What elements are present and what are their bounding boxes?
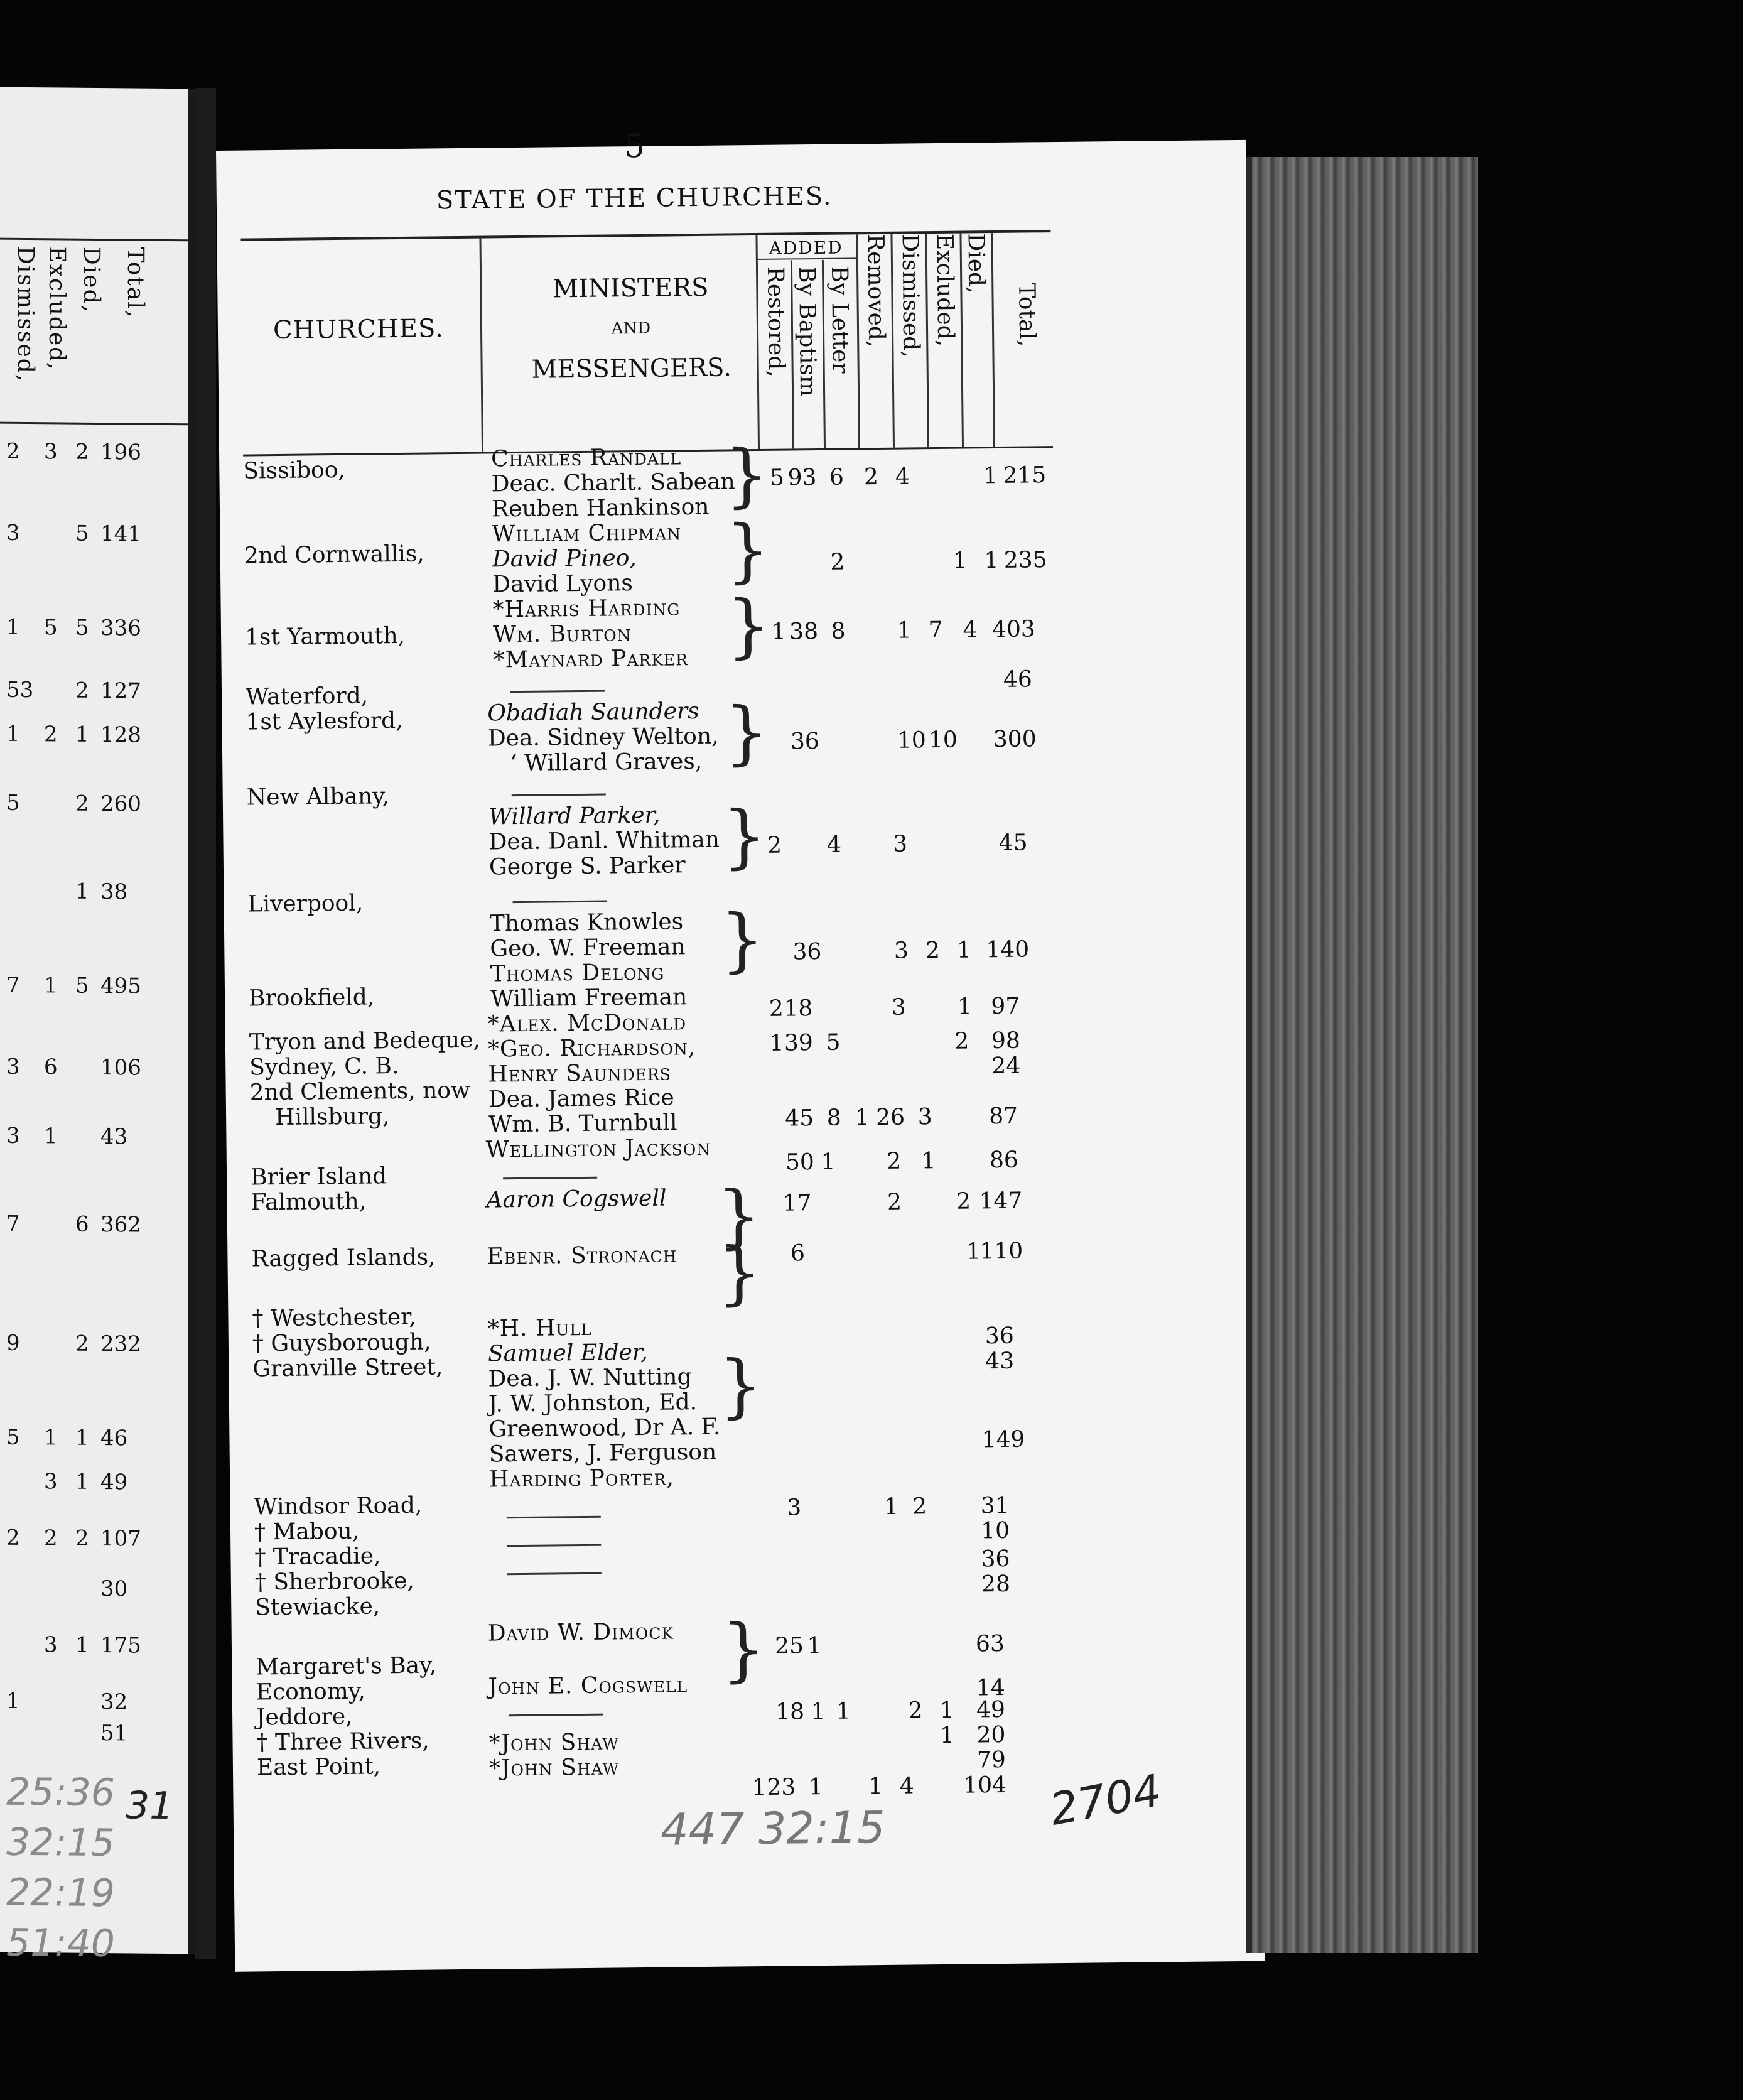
cell-excluded: 1: [939, 1722, 955, 1749]
header-churches: CHURCHES.: [273, 314, 444, 345]
previous-page-cell: 128: [100, 722, 141, 748]
church-name: Hillsburg,: [274, 1103, 390, 1131]
cell-died: 1: [983, 462, 998, 489]
minister-name: Henry Saunders: [488, 1059, 672, 1088]
cell-excluded: 10: [928, 727, 958, 754]
separator-rule: [512, 794, 606, 797]
header-divider: [479, 239, 483, 452]
minister-name: John E. Cogswell: [488, 1672, 688, 1700]
minister-name: Geo. W. Freeman: [490, 934, 686, 962]
cell-removed: 2: [887, 1148, 902, 1174]
church-name: Sydney, C. B.: [249, 1053, 399, 1081]
table-header: [240, 230, 1053, 456]
cell-total: 403: [991, 616, 1035, 643]
church-name: Liverpool,: [247, 890, 364, 917]
previous-page-cell: 3: [6, 1123, 20, 1149]
header-died: Died,: [963, 233, 990, 294]
cell-letter: 1: [821, 1149, 836, 1175]
cell-restored: 2: [769, 995, 784, 1022]
handwritten-grand-total: 2704: [1045, 1764, 1165, 1836]
previous-page-cell: 495: [100, 973, 141, 999]
church-name: Brookfield,: [248, 984, 375, 1012]
brace: }: [726, 585, 771, 666]
minister-name: Obadiah Saunders: [487, 698, 699, 727]
cell-dismissed: 1: [921, 1148, 936, 1174]
previous-page-cell: 2: [75, 791, 89, 816]
minister-name: Willard Parker,: [488, 802, 661, 830]
lp-header-died: Died,: [78, 246, 104, 314]
minister-name: *Maynard Parker: [493, 645, 689, 673]
cell-total: 98: [991, 1027, 1021, 1054]
minister-name: Samuel Elder,: [487, 1339, 648, 1367]
church-name: Falmouth,: [251, 1188, 367, 1216]
minister-name: Sawers, J. Ferguson: [488, 1439, 717, 1468]
minister-name: Ebenr. Stronach: [487, 1242, 677, 1270]
header-divider: [856, 234, 860, 448]
church-name: † Tracadie,: [254, 1543, 381, 1571]
previous-page-cell: 2: [44, 1525, 58, 1551]
cell-baptism: 39: [784, 1030, 814, 1056]
cell-letter: 8: [831, 618, 846, 644]
cell-baptism: 36: [790, 728, 820, 755]
minister-name: David W. Dimock: [487, 1618, 674, 1647]
cell-died: 1: [966, 1238, 981, 1265]
previous-page-cell: 336: [100, 615, 141, 641]
cell-total: 149: [981, 1426, 1025, 1453]
previous-page: [0, 87, 197, 1966]
cell-baptism: 23: [767, 1774, 796, 1800]
church-name: Stewiacke,: [255, 1593, 380, 1621]
cell-total: 24: [991, 1053, 1021, 1080]
brace: }: [717, 1232, 762, 1313]
previous-page-cell: 1: [75, 722, 89, 747]
minister-name: *Harris Harding: [492, 595, 681, 623]
previous-page-cell: 3: [44, 439, 58, 465]
cell-baptism: 6: [790, 1240, 806, 1267]
church-name: Tryon and Bedeque,: [249, 1027, 481, 1056]
cell-removed: 1: [868, 1773, 883, 1800]
previous-page-cell: 2: [75, 1525, 89, 1551]
church-name: Granville Street,: [252, 1354, 443, 1382]
church-name: Ragged Islands,: [251, 1244, 436, 1272]
cell-letter: 6: [829, 464, 845, 490]
cell-baptism: 45: [785, 1105, 814, 1132]
previous-page-row: [0, 721, 188, 748]
previous-page-cell: 7: [6, 972, 20, 998]
minister-name: David Lyons: [492, 570, 634, 598]
minister-name: Dea. James Rice: [488, 1085, 674, 1113]
previous-page-cell: 5: [6, 1424, 20, 1450]
cell-letter: 5: [826, 1029, 841, 1056]
cell-excluded: 1: [939, 1697, 954, 1724]
minister-name: Wellington Jackson: [485, 1134, 711, 1163]
brace: }: [721, 1608, 766, 1690]
church-name: 2nd Cornwallis,: [244, 541, 424, 569]
minister-name: Reuben Hankinson: [491, 494, 710, 522]
separator-rule: [513, 901, 607, 904]
cell-baptism: 50: [785, 1149, 815, 1176]
cell-restored-2: 1: [855, 1105, 870, 1131]
previous-page-cell: 5: [6, 790, 20, 816]
previous-page-cell: 2: [75, 678, 89, 703]
minister-name: J. W. Johnston, Ed.: [488, 1389, 698, 1417]
header-removed: Removed,: [862, 234, 890, 348]
church-name: 2nd Clements, now: [249, 1077, 470, 1106]
cell-dismissed: 10: [897, 727, 927, 754]
brace: }: [720, 899, 765, 980]
header-by-baptism: By Baptism: [793, 266, 821, 398]
previous-page-cell: 260: [100, 791, 141, 817]
previous-page-cell: 232: [100, 1331, 141, 1357]
minister-name: Dea. Sidney Welton,: [487, 723, 719, 752]
header-divider: [925, 234, 929, 447]
cell-baptism: 38: [789, 619, 819, 645]
minister-name: Charles Randall: [490, 444, 682, 472]
cell-excluded: 7: [928, 617, 943, 644]
cell-baptism: 25: [774, 1633, 804, 1659]
church-name: † Guysborough,: [252, 1329, 431, 1357]
page-title: STATE OF THE CHURCHES.: [436, 181, 833, 215]
church-name: Economy,: [256, 1678, 366, 1706]
cell-total: 20: [976, 1721, 1006, 1748]
cell-total: 28: [981, 1571, 1011, 1598]
previous-page-row: [0, 1424, 188, 1451]
separator-rule: [507, 1544, 601, 1547]
previous-page-cell: 46: [100, 1426, 128, 1451]
header-excluded: Excluded,: [931, 233, 959, 347]
previous-page-cell: 5: [44, 615, 58, 641]
previous-page-cell: 362: [100, 1212, 141, 1238]
church-name: Windsor Road,: [254, 1492, 423, 1520]
previous-page-row: [0, 1330, 188, 1357]
previous-page-cell: 141: [100, 521, 141, 547]
church-name: East Point,: [256, 1753, 381, 1781]
church-name: New Albany,: [246, 783, 390, 811]
cell-removed: 2: [863, 463, 879, 490]
cell-total: 14: [976, 1674, 1005, 1701]
cell-total: 235: [1003, 547, 1047, 573]
previous-page-cell: 2: [75, 439, 89, 465]
previous-page-cell: 1: [6, 721, 20, 747]
church-name: Brier Island: [250, 1163, 387, 1191]
previous-page-cell: 43: [100, 1124, 128, 1150]
cell-baptism: 93: [787, 465, 817, 491]
cell-total: 300: [993, 726, 1037, 753]
church-name: † Mabou,: [254, 1518, 360, 1545]
cell-baptism: 36: [792, 938, 822, 965]
previous-page-cell: 38: [100, 879, 128, 905]
minister-name: George S. Parker: [488, 852, 686, 880]
previous-page-cell: 5: [75, 615, 89, 641]
previous-page-cell: 2: [6, 1525, 20, 1551]
previous-page-cell: 49: [100, 1469, 128, 1495]
cell-restored: 5: [769, 465, 785, 491]
brace: }: [718, 1345, 764, 1426]
cell-total: 79: [976, 1746, 1006, 1773]
cell-dismissed: 2: [908, 1697, 923, 1724]
cell-total: 86: [989, 1147, 1019, 1174]
cell-total: 36: [981, 1545, 1010, 1572]
cell-total: 97: [991, 993, 1020, 1020]
cell-total: 63: [975, 1630, 1005, 1657]
cell-total: 140: [986, 936, 1030, 963]
cell-letter: 1: [808, 1774, 824, 1800]
brace: }: [724, 691, 769, 773]
cell-total: 104: [963, 1772, 1007, 1799]
cell-baptism: 18: [775, 1699, 805, 1725]
minister-name: *Geo. Richardson,: [487, 1034, 696, 1063]
header-divider: [890, 234, 895, 448]
previous-page-cell: 53: [6, 677, 34, 703]
lp-header-total: Total,: [122, 247, 148, 319]
church-name: Waterford,: [245, 683, 369, 710]
cell-removed: 3: [893, 938, 909, 964]
church-name: 1st Yarmouth,: [244, 622, 406, 651]
lp-handwriting-5: 31: [126, 1783, 174, 1829]
brace: }: [721, 795, 767, 877]
minister-name: Wm. B. Turnbull: [488, 1110, 677, 1138]
cell-total: 147: [979, 1188, 1023, 1215]
cell-excluded: 2: [954, 1028, 969, 1054]
minister-name: Harding Porter,: [488, 1464, 675, 1493]
cell-total: 215: [1003, 462, 1047, 489]
previous-page-cell: 127: [100, 678, 141, 704]
previous-page-cell: 6: [44, 1054, 58, 1080]
previous-page-cell: 1: [75, 1632, 89, 1658]
minister-name: *Alex. McDonald: [487, 1009, 687, 1037]
previous-page-row: [0, 1211, 188, 1238]
minister-name: ‘ Willard Graves,: [510, 748, 703, 777]
cell-total: 46: [1003, 666, 1033, 693]
previous-page-cell: 1: [44, 973, 58, 999]
cell-letter: 4: [826, 831, 842, 858]
minister-name: William Freeman: [490, 984, 688, 1012]
cell-baptism: 3: [787, 1495, 802, 1521]
church-name: Jeddore,: [256, 1703, 353, 1731]
separator-rule: [509, 1714, 603, 1717]
cell-total: 43: [985, 1348, 1015, 1375]
cell-restored: 1: [771, 619, 786, 645]
minister-name: Wm. Burton: [492, 620, 632, 648]
brace: }: [725, 509, 770, 591]
header-divider: [755, 235, 760, 449]
header-ministers-line3: MESSENGERS.: [531, 353, 732, 384]
previous-page-row: [0, 879, 188, 905]
header-dismissed: Dismissed,: [897, 234, 924, 358]
previous-page-row: [0, 1632, 188, 1659]
lp-handwriting-1: 25:36: [6, 1770, 115, 1816]
previous-page-cell: 3: [44, 1469, 58, 1495]
cell-died: 2: [956, 1188, 971, 1215]
previous-page-cell: 30: [100, 1576, 128, 1602]
previous-page-cell: 9: [6, 1330, 20, 1356]
previous-page-cell: 175: [100, 1633, 141, 1659]
cell-removed: 2: [887, 1189, 902, 1215]
previous-page-cell: 1: [75, 1425, 89, 1451]
book-page-edges: [1246, 157, 1478, 1953]
cell-letter: 1: [807, 1633, 822, 1659]
minister-name: *John Shaw: [488, 1754, 620, 1782]
previous-page-cell: 32: [100, 1689, 128, 1715]
handwritten-sum: 447 32:15: [660, 1801, 886, 1856]
previous-page-cell: 1: [6, 1688, 20, 1714]
minister-name: Aaron Cogswell: [486, 1185, 667, 1213]
cell-removed: 1: [884, 1493, 899, 1520]
cell-dismissed: 4: [899, 1773, 914, 1799]
header-added: ADDED: [756, 237, 856, 260]
previous-page-row: [0, 790, 188, 817]
previous-page-cell: 3: [44, 1632, 58, 1658]
separator-rule: [507, 1516, 601, 1519]
cell-restored: 1: [769, 1030, 784, 1056]
minister-name: Dea. Danl. Whitman: [488, 826, 720, 855]
minister-name: Thomas Knowles: [489, 909, 684, 937]
cell-total: 45: [998, 830, 1028, 857]
lp-handwriting-2: 32:15: [6, 1820, 115, 1866]
cell-total: 36: [985, 1323, 1014, 1350]
church-name: † Sherbrooke,: [254, 1567, 415, 1596]
lp-header-dismissed: Dismissed,: [13, 246, 38, 383]
minister-name: Greenwood, Dr A. F.: [488, 1414, 721, 1442]
previous-page-cell: 106: [100, 1055, 141, 1081]
cell-removed: 3: [891, 994, 907, 1020]
page-5: [216, 127, 1265, 1972]
header-divider: [822, 260, 826, 448]
lp-header-excluded: Excluded,: [44, 246, 70, 371]
cell-baptism: 17: [782, 1190, 812, 1216]
previous-page-row: [0, 1576, 188, 1602]
cell-total: 110: [979, 1238, 1023, 1265]
previous-page-cell: 3: [6, 1054, 20, 1080]
cell-died: 4: [963, 617, 978, 643]
previous-page-row: [0, 677, 188, 704]
separator-rule: [507, 1572, 602, 1576]
previous-page-cell: 6: [75, 1211, 89, 1237]
cell-dismissed: 2: [925, 937, 941, 964]
previous-page-row: [0, 1525, 188, 1552]
previous-page-cell: 3: [6, 520, 20, 546]
minister-name: *John Shaw: [488, 1729, 620, 1756]
cell-total: 10: [980, 1517, 1010, 1544]
brace: }: [724, 434, 770, 516]
cell-total: 49: [976, 1696, 1006, 1723]
header-ministers: [505, 267, 757, 390]
previous-page-cell: 5: [75, 521, 89, 546]
church-name: † Westchester,: [252, 1304, 417, 1332]
cell-died: 1: [984, 547, 999, 574]
previous-page-cell: 1: [75, 879, 89, 904]
previous-page-row: [0, 614, 188, 641]
cell-total: 31: [980, 1492, 1010, 1519]
previous-page-row: [0, 520, 188, 547]
previous-page-row: [0, 1469, 188, 1495]
minister-name: *H. Hull: [487, 1314, 592, 1342]
minister-name: David Pineo,: [492, 545, 637, 573]
cell-total: 87: [989, 1103, 1018, 1130]
cell-letter-2: 1: [836, 1698, 851, 1724]
book-spine: [195, 88, 216, 1959]
cell-letter: 2: [830, 549, 845, 575]
previous-page-cell: 1: [6, 614, 20, 640]
lp-handwriting-4: 51:40: [6, 1920, 115, 1966]
header-ministers-line2: AND: [611, 318, 651, 338]
separator-rule: [503, 1177, 597, 1180]
header-ministers-line1: MINISTERS: [552, 273, 709, 304]
page-number: 5: [623, 127, 645, 166]
cell-excluded: 1: [956, 937, 972, 963]
previous-page-header: [0, 238, 188, 426]
previous-page-cell: 2: [44, 722, 58, 747]
previous-page-row: [0, 1123, 188, 1150]
church-name: Margaret's Bay,: [256, 1652, 437, 1681]
church-name: Sissiboo,: [243, 457, 346, 484]
previous-page-row: [0, 438, 188, 465]
cell-dismissed: 4: [895, 463, 910, 490]
previous-page-cell: 1: [44, 1123, 58, 1149]
header-by-letter: By Letter: [826, 266, 853, 374]
cell-restored: 1: [752, 1774, 767, 1801]
previous-page-cell: 2: [75, 1331, 89, 1356]
previous-page-row: [0, 972, 188, 999]
minister-name: William Chipman: [492, 519, 682, 548]
cell-letter: 8: [826, 1105, 841, 1131]
header-divider: [991, 233, 995, 447]
cell-excluded: 1: [957, 993, 973, 1020]
separator-rule: [510, 690, 605, 693]
cell-excluded: 1: [952, 548, 968, 574]
cell-restored: 2: [767, 832, 782, 858]
cell-baptism: 18: [784, 995, 813, 1022]
cell-letter: 1: [811, 1698, 826, 1725]
minister-name: Deac. Charlt. Sabean: [491, 468, 735, 497]
cell-dismissed: 3: [892, 831, 908, 857]
church-name: † Three Rivers,: [256, 1728, 430, 1756]
previous-page-cell: 5: [75, 973, 89, 999]
cell-removed: 26: [876, 1104, 905, 1131]
cell-dismissed: 3: [917, 1104, 932, 1130]
previous-page-row: [0, 1054, 188, 1081]
previous-page-cell: 1: [44, 1425, 58, 1451]
previous-page-cell: 107: [100, 1526, 141, 1552]
church-name: 1st Aylesford,: [246, 707, 403, 735]
previous-page-cell: 196: [100, 440, 141, 465]
minister-name: Thomas Delong: [490, 959, 665, 987]
previous-page-cell: 7: [6, 1211, 20, 1237]
previous-page-cell: 1: [75, 1469, 89, 1495]
header-total: Total,: [1013, 283, 1040, 347]
cell-dismissed: 2: [912, 1493, 927, 1520]
previous-page-cell: 51: [100, 1721, 128, 1746]
minister-name: Dea. J. W. Nutting: [488, 1364, 692, 1392]
previous-page-row: [0, 1688, 188, 1715]
header-restored: Restored,: [762, 266, 789, 377]
cell-dismissed: 1: [897, 617, 912, 644]
previous-page-row: [0, 1720, 188, 1746]
previous-page-cell: 2: [6, 438, 20, 464]
brace: }: [716, 1176, 762, 1257]
lp-handwriting-3: 22:19: [6, 1870, 115, 1916]
